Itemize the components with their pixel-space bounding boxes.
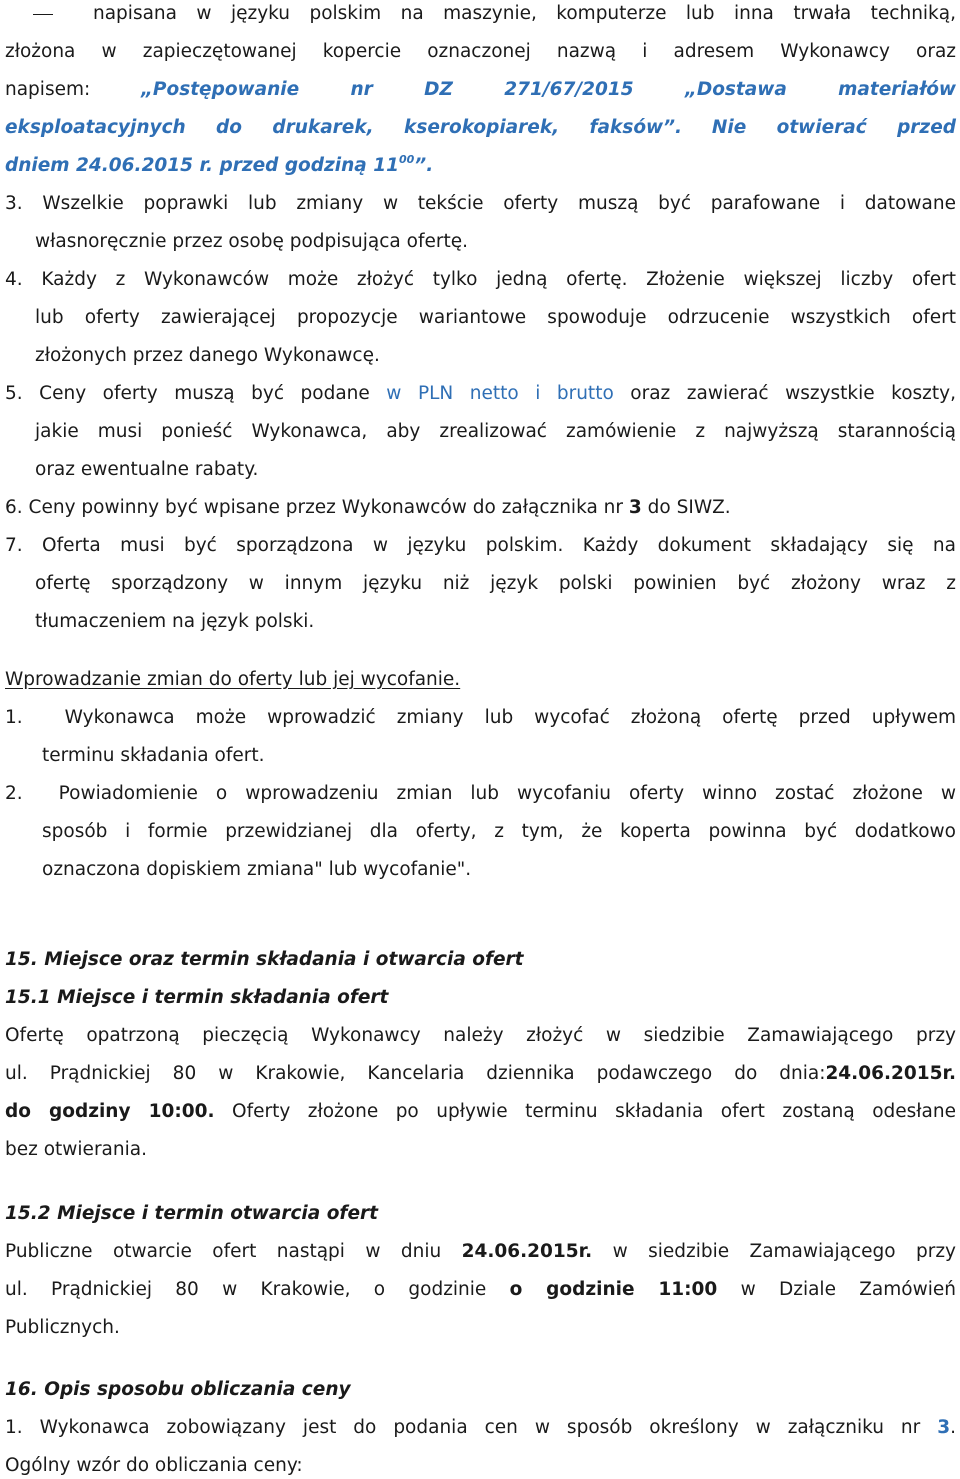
section-16-line-1	[5, 1416, 956, 1440]
point-6-num: 6.	[5, 497, 23, 518]
changes-item-1-text: Wykonawca może wprowadzić zmiany lub wycofać złożoną ofertę przed upływem	[64, 707, 956, 728]
point-4-num: 4.	[5, 269, 23, 290]
section-16-heading: 16. Opis sposobu obliczania ceny	[5, 1379, 351, 1400]
section-15-1-late-note: Oferty złożone po upływie terminu składania ofert zostaną odesłane	[232, 1101, 956, 1122]
point-4-line-2: lub oferty zawierającej propozycje wariantowe spowoduje odrzucenie wszystkich ofert	[35, 307, 956, 328]
opening-date: 24.06.2015r.	[461, 1241, 593, 1262]
intro-prefix: napisem:	[5, 79, 91, 100]
point-3-line-1	[5, 192, 956, 216]
point-3-text: Wszelkie poprawki lub zmiany w tekście oferty muszą być parafowane i datowane	[42, 193, 956, 214]
dash-bullet	[33, 14, 53, 15]
point-5-line-2: jakie musi ponieść Wykonawca, aby zrealizować zamówienie z najwyższą starannością	[35, 421, 956, 442]
section-15-heading: 15. Miejsce oraz termin składania i otwarcia ofert	[5, 949, 524, 970]
section-15-2-line-1	[5, 1240, 956, 1264]
point-4-line-3: złożonych przez danego Wykonawcę.	[35, 345, 380, 366]
point-5-line-1	[5, 382, 956, 406]
changes-item-1-line-1	[5, 706, 956, 730]
intro-deadline: dniem 24.06.2015 r. przed godziną 11	[5, 155, 399, 176]
changes-heading: Wprowadzanie zmian do oferty lub jej wycofanie.	[5, 669, 461, 690]
point-5-line-3: oraz ewentualne rabaty.	[35, 459, 259, 480]
point-5-text-b: oraz zawierać wszystkie koszty,	[630, 383, 956, 404]
section-16-line-2: Ogólny wzór do obliczania ceny:	[5, 1455, 303, 1476]
section-15-2-text-b: w siedzibie Zamawiającego przy	[612, 1241, 956, 1262]
intro-deadline-sup: 00	[398, 153, 415, 166]
point-5-text-a: Ceny oferty muszą być podane	[39, 383, 370, 404]
point-4-sentence-2: Złożenie większej liczby ofert	[646, 269, 956, 290]
section-15-2-line-2	[5, 1278, 956, 1302]
changes-item-2-line-3: oznaczona dopiskiem zmiana" lub wycofanie".	[42, 859, 472, 880]
intro-deadline-tail: ”.	[414, 155, 434, 176]
point-5-num: 5.	[5, 383, 23, 404]
point-3-line-2: własnoręcznie przez osobę podpisująca ofertę.	[35, 231, 468, 252]
section-15-1-line-2	[5, 1062, 956, 1086]
intro-warning: Nie otwierać przed	[711, 117, 956, 138]
point-6-line	[5, 496, 956, 520]
intro-title-bold-2: eksploatacyjnych do drukarek, kserokopiarek, faksów”.	[5, 117, 683, 138]
opening-time: o godzinie 11:00	[509, 1279, 718, 1300]
section-15-1-heading: 15.1 Miejsce i termin składania ofert	[5, 987, 389, 1008]
point-6-text-b: do SIWZ.	[647, 497, 731, 518]
point-7-num: 7.	[5, 535, 23, 556]
section-15-2-line-3: Publicznych.	[5, 1317, 120, 1338]
intro-title-bold: „Postępowanie nr DZ 271/67/2015 „Dostawa materiałów	[141, 79, 956, 100]
section-15-2-text-c: ul. Prądnickiej 80 w Krakowie, o godzinie	[5, 1279, 487, 1300]
submission-time: do godziny 10:00.	[5, 1101, 215, 1122]
section-15-2-heading: 15.2 Miejsce i termin otwarcia ofert	[5, 1203, 378, 1224]
section-15-1-line-4: bez otwierania.	[5, 1139, 147, 1160]
point-4-line-1	[5, 268, 956, 292]
intro-line-1	[5, 2, 956, 26]
changes-item-2-text: Powiadomienie o wprowadzeniu zmian lub wycofaniu oferty winno zostać złożone w	[58, 783, 956, 804]
intro-line-5	[5, 154, 956, 178]
section-15-1-text: ul. Prądnickiej 80 w Krakowie, Kancelaria dziennika podawczego do dnia:	[5, 1063, 826, 1084]
point-7-line-1	[5, 534, 956, 558]
point-7-line-3: tłumaczeniem na język polski.	[35, 611, 315, 632]
intro-line-1-text: napisana w języku polskim na maszynie, komputerze lub inna trwała techniką,	[93, 3, 956, 24]
intro-line-3	[5, 78, 956, 102]
point-6-attachment-num: 3	[628, 497, 642, 518]
changes-item-1-num: 1.	[5, 707, 23, 728]
point-7-text: Oferta musi być sporządzona w języku polskim. Każdy dokument składający się na	[42, 535, 956, 556]
section-15-2-text-a: Publiczne otwarcie ofert nastąpi w dniu	[5, 1241, 442, 1262]
changes-item-1-line-2: terminu składania ofert.	[42, 745, 265, 766]
changes-item-2-line-2: sposób i formie przewidzianej dla oferty, z tym, że koperta powinna być dodatkowo	[42, 821, 956, 842]
submission-date: 24.06.2015r.	[825, 1063, 956, 1084]
section-16-text: 1. Wykonawca zobowiązany jest do podania cen w sposób określony w załączniku nr	[5, 1417, 921, 1438]
changes-item-2-line-1	[5, 782, 956, 806]
point-3-num: 3.	[5, 193, 23, 214]
section-15-1-line-3	[5, 1100, 956, 1124]
section-16-attachment	[937, 1417, 956, 1438]
section-15-1-line-1: Ofertę opatrzoną pieczęcią Wykonawcy należy złożyć w siedzibie Zamawiającego przy	[5, 1025, 956, 1046]
section-16-period: .	[950, 1417, 956, 1438]
intro-line-4	[5, 116, 956, 140]
intro-line-2: złożona w zapieczętowanej kopercie oznaczonej nazwą i adresem Wykonawcy oraz	[5, 41, 956, 62]
section-16-attachment-num: 3	[937, 1417, 951, 1438]
changes-item-2-num: 2.	[5, 783, 23, 804]
point-7-line-2: ofertę sporządzony w innym języku niż język polski powinien być złożony wraz z	[35, 573, 956, 594]
section-15-2-text-d: w Dziale Zamówień	[740, 1279, 956, 1300]
point-5-currency: w PLN netto i brutto	[386, 383, 614, 404]
point-4-sentence-1: Każdy z Wykonawców może złożyć tylko jedną ofertę.	[41, 269, 628, 290]
point-6-text-a: Ceny powinny być wpisane przez Wykonawców do załącznika nr	[28, 497, 624, 518]
